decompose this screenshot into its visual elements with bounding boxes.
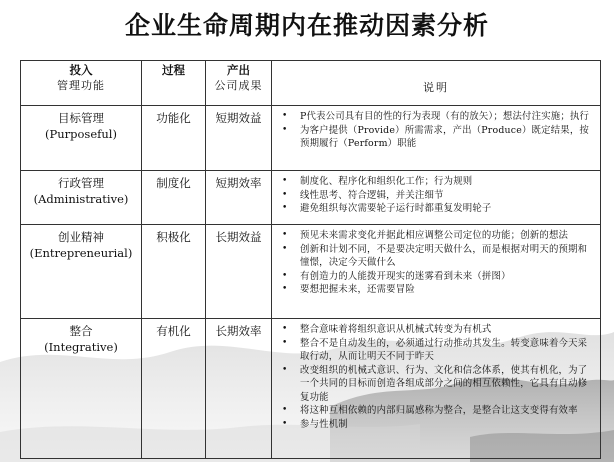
input-name-en: (Administrative) xyxy=(33,192,129,206)
table-row xyxy=(21,171,601,225)
bullet-item: • 线性思考、符合逻辑，并关注细节 xyxy=(280,189,596,203)
bullet-item: • 预见未来需求变化并据此相应调整公司定位的功能；创新的想法 xyxy=(280,229,596,243)
header-output xyxy=(206,61,272,106)
bullet-item: • P代表公司具有目的性的行为表现（有的放矢）；想法付注实施；执行 xyxy=(280,110,596,124)
process-cell: 制度化 xyxy=(142,171,206,225)
bullet-item: • 制度化、程序化和组织化工作；行为规则 xyxy=(280,175,596,189)
input-cell xyxy=(21,106,142,171)
header-output-title: 产出 xyxy=(227,63,250,77)
header-input xyxy=(21,61,142,106)
bullet-list xyxy=(280,229,596,297)
bullet-list xyxy=(280,175,596,216)
bullet-item: • 有创造力的人能拨开现实的迷雾看到未来（拼图） xyxy=(280,270,596,284)
description-cell xyxy=(272,225,601,319)
input-name-en: (Integrative) xyxy=(44,340,118,354)
header-output-subtitle: 公司成果 xyxy=(214,79,263,92)
bullet-item: • 整合意味着将组织意识从机械式转变为有机式 xyxy=(280,323,596,337)
input-cell xyxy=(21,171,142,225)
bullet-item: • 为客户提供（Provide）所需需求，产出（Produce）既定结果，按预期履行（Perform）职能 xyxy=(280,124,596,151)
bullet-item: • 避免组织每次需要轮子运行时都重复发明轮子 xyxy=(280,202,596,216)
bullet-item: • 将这种互相依赖的内部归属感称为整合，是整合让这支变得有效率 xyxy=(280,404,596,418)
process-cell: 功能化 xyxy=(142,106,206,171)
description-cell xyxy=(272,106,601,171)
bullet-item: • 改变组织的机械式意识、行为、文化和信念体系，使其有机化，为了一个共同的目标而创造各组成部分之间的相互依赖性，它具有自动修复功能 xyxy=(280,364,596,405)
table-row xyxy=(21,319,601,459)
table-header-row xyxy=(21,61,601,106)
bullet-item: • 参与性机制 xyxy=(280,418,596,432)
input-name-cn: 整合 xyxy=(69,324,93,338)
header-input-subtitle: 管理功能 xyxy=(57,79,105,92)
input-name-en: (Entrepreneurial) xyxy=(29,246,133,260)
slide-title: 企业生命周期内在推动因素分析 xyxy=(124,11,489,40)
input-cell xyxy=(21,319,142,459)
input-name-cn: 创业精神 xyxy=(58,230,104,244)
bullet-list xyxy=(280,323,596,431)
header-process xyxy=(142,61,206,106)
output-cell: 短期效率 xyxy=(206,171,272,225)
header-description: 说明 xyxy=(272,61,601,106)
description-cell xyxy=(272,319,601,459)
output-cell: 短期效益 xyxy=(206,106,272,171)
input-name-en: (Purposeful) xyxy=(45,127,117,141)
bullet-item: • 要想把握未来，还需要冒险 xyxy=(280,283,596,297)
table-row xyxy=(21,225,601,319)
lifecycle-factors-table xyxy=(20,60,601,459)
bullet-item: • 创新和计划不同，不是要决定明天做什么，而是根据对明天的预期和憧憬，决定今天做什么 xyxy=(280,243,596,270)
input-name-cn: 目标管理 xyxy=(58,111,104,125)
table-row xyxy=(21,106,601,171)
output-cell: 长期效益 xyxy=(206,225,272,319)
description-cell xyxy=(272,171,601,225)
header-process-title: 过程 xyxy=(162,63,185,77)
input-name-cn: 行政管理 xyxy=(58,176,104,190)
output-cell: 长期效率 xyxy=(206,319,272,459)
bullet-list xyxy=(280,110,596,151)
input-cell xyxy=(21,225,142,319)
process-cell: 积极化 xyxy=(142,225,206,319)
header-input-title: 投入 xyxy=(69,63,93,77)
process-cell: 有机化 xyxy=(142,319,206,459)
bullet-item: • 整合不是自动发生的，必须通过行动推动其发生。转变意味着今天采取行动，从而让明天不同于昨天 xyxy=(280,337,596,364)
